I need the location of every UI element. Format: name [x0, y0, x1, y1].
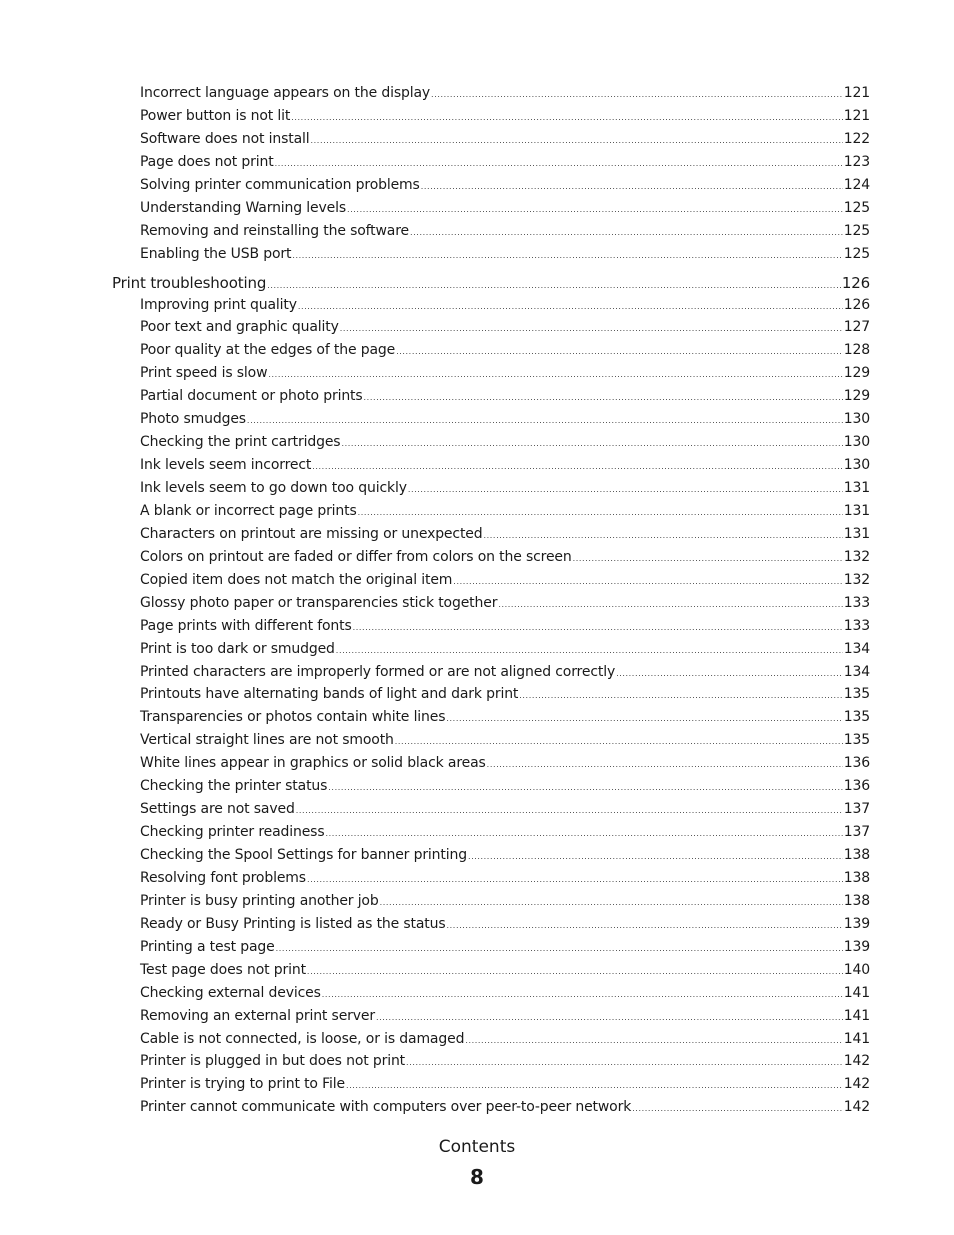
toc-entry[interactable] [140, 108, 870, 131]
toc-entry[interactable] [140, 870, 870, 893]
toc-entry-title: Removing and reinstalling the software [140, 222, 410, 239]
toc-dot-leader [267, 274, 841, 292]
toc-entry[interactable] [140, 411, 870, 434]
toc-dot-leader [487, 755, 843, 771]
toc-entry-page-number: 124 [843, 176, 870, 193]
toc-entry-title: Checking external devices [140, 984, 321, 1001]
toc-entry-page-number: 132 [843, 571, 870, 588]
toc-entry-title: Printer is plugged in but does not print [140, 1053, 406, 1070]
toc-entry[interactable] [140, 755, 870, 778]
toc-entry-page-number: 135 [843, 732, 870, 749]
toc-entry[interactable] [140, 664, 870, 687]
toc-entry-page-number: 142 [843, 1076, 870, 1093]
toc-dot-leader [431, 85, 843, 101]
toc-entry[interactable] [140, 526, 870, 549]
toc-entry-page-number: 142 [843, 1053, 870, 1070]
toc-dot-leader [275, 154, 843, 170]
toc-entry[interactable] [140, 962, 870, 985]
toc-entry-page-number: 133 [843, 594, 870, 611]
toc-entry-title: Checking printer readiness [140, 824, 325, 841]
toc-entry[interactable] [140, 177, 870, 200]
toc-dot-leader [307, 870, 843, 886]
toc-entry-title: Resolving font problems [140, 869, 306, 886]
toc-dot-leader [322, 985, 843, 1001]
toc-entry-title: Incorrect language appears on the display [140, 85, 431, 101]
toc-dot-leader [298, 297, 843, 313]
toc-dot-leader [291, 108, 842, 124]
toc-dot-leader [453, 572, 842, 588]
toc-entry[interactable] [140, 939, 870, 962]
toc-entry-page-number: 130 [843, 434, 870, 451]
toc-dot-leader [336, 641, 843, 657]
toc-dot-leader [406, 1053, 843, 1069]
toc-section-entry[interactable] [112, 269, 870, 297]
toc-dot-leader [632, 1099, 843, 1115]
toc-entry-page-number: 138 [843, 892, 870, 909]
toc-dot-leader [519, 686, 842, 702]
toc-entry-page-number: 141 [843, 1007, 870, 1024]
toc-entry-page-number: 136 [843, 778, 870, 795]
toc-entry-title: Checking the Spool Settings for banner printing [140, 847, 467, 863]
toc-entry[interactable] [140, 549, 870, 572]
toc-entry[interactable] [140, 686, 870, 709]
toc-entry-page-number: 121 [843, 107, 870, 124]
toc-entry[interactable] [140, 1031, 870, 1054]
toc-entry[interactable] [140, 572, 870, 595]
toc-entry-title: Settings are not saved [140, 801, 295, 818]
toc-entry[interactable] [140, 154, 870, 177]
toc-entry-title: Ink levels seem to go down too quickly [140, 480, 407, 496]
toc-dot-leader [312, 457, 842, 473]
toc-dot-leader [410, 223, 843, 239]
toc-entry-page-number: 135 [843, 686, 870, 703]
toc-entry-page-number: 130 [843, 411, 870, 428]
toc-entry[interactable] [140, 709, 870, 732]
toc-entry-page-number: 132 [843, 548, 870, 565]
toc-entry-page-number: 126 [843, 296, 870, 313]
toc-entry-page-number: 138 [843, 847, 870, 863]
toc-dot-leader [465, 1031, 842, 1047]
toc-entry-title: Power button is not lit [140, 107, 291, 124]
toc-entry-page-number: 131 [843, 502, 870, 519]
toc-dot-leader [292, 246, 842, 262]
toc-entry[interactable] [140, 223, 870, 246]
toc-entry[interactable] [140, 388, 870, 411]
toc-entry[interactable] [140, 824, 870, 847]
toc-entry-page-number: 125 [843, 222, 870, 239]
toc-entry-title: Page prints with different fonts [140, 617, 352, 634]
toc-dot-leader [408, 480, 843, 496]
toc-dot-leader [347, 200, 843, 216]
toc-entry-title: Colors on printout are faded or differ from colors on the screen [140, 548, 572, 565]
toc-entry[interactable] [140, 641, 870, 664]
toc-entry[interactable] [140, 801, 870, 824]
toc-entry[interactable] [140, 618, 870, 641]
toc-entry-title: Software does not install [140, 130, 310, 147]
toc-entry[interactable] [140, 732, 870, 755]
toc-entry-page-number: 137 [843, 801, 870, 818]
toc-entry-page-number: 131 [843, 525, 870, 542]
toc-entry[interactable] [140, 365, 870, 388]
toc-entry-title: Cable is not connected, is loose, or is damaged [140, 1030, 465, 1047]
toc-dot-leader [325, 824, 842, 840]
toc-entry-page-number: 121 [843, 85, 870, 101]
toc-entry[interactable] [140, 85, 870, 108]
toc-entry[interactable] [140, 1076, 870, 1099]
toc-entry-title: Characters on printout are missing or unexpected [140, 525, 483, 542]
toc-entry-title: Glossy photo paper or transparencies stick together [140, 594, 498, 611]
toc-entry-page-number: 134 [843, 640, 870, 657]
toc-entry[interactable] [140, 985, 870, 1008]
toc-entry-title: Poor text and graphic quality [140, 319, 339, 336]
toc-dot-leader [498, 595, 842, 611]
toc-entry-page-number: 125 [843, 199, 870, 216]
toc-entry-page-number: 127 [843, 319, 870, 336]
toc-entry-title: Printer cannot communicate with computers over peer-to-peer network [140, 1099, 632, 1116]
toc-entry[interactable] [140, 246, 870, 269]
toc-entry-page-number: 134 [843, 663, 870, 680]
toc-dot-leader [247, 411, 843, 427]
toc-entry-title: Print speed is slow [140, 365, 268, 382]
toc-entry-title: Printer is trying to print to File [140, 1076, 345, 1093]
toc-dot-leader [353, 618, 843, 634]
toc-dot-leader [447, 916, 843, 932]
toc-dot-leader [396, 342, 843, 358]
toc-entry-page-number: 138 [843, 869, 870, 886]
toc-entry-title: A blank or incorrect page prints [140, 502, 357, 519]
toc-entry-title: Transparencies or photos contain white lines [140, 709, 446, 726]
toc-dot-leader [376, 1008, 843, 1024]
toc-entry[interactable] [140, 1099, 870, 1122]
toc-entry[interactable] [140, 319, 870, 342]
toc-entry-page-number: 139 [843, 915, 870, 932]
toc-dot-leader [421, 177, 843, 193]
toc-entry-title: Checking the print cartridges [140, 434, 341, 451]
toc-dot-leader [328, 778, 842, 794]
toc-entry-title: Printed characters are improperly formed or are not aligned correctly [140, 663, 616, 680]
toc-entry-title: Test page does not print [140, 961, 306, 978]
toc-entry-title: White lines appear in graphics or solid black areas [140, 755, 486, 772]
toc-entry[interactable] [140, 434, 870, 457]
toc-entry-page-number: 125 [843, 245, 870, 262]
toc-dot-leader [346, 1076, 843, 1092]
footer-page-number: 8 [470, 1165, 484, 1189]
toc-entry[interactable] [140, 297, 870, 320]
toc-entry-page-number: 135 [843, 709, 870, 726]
toc-dot-leader [484, 526, 843, 542]
toc-dot-leader [268, 365, 842, 381]
toc-entry-page-number: 126 [841, 273, 870, 292]
toc-dot-leader [358, 503, 843, 519]
toc-entry-title: Page does not print [140, 153, 274, 170]
toc-entry-title: Print is too dark or smudged [140, 640, 335, 657]
toc-entry-title: Photo smudges [140, 411, 246, 428]
toc-dot-leader [364, 388, 843, 404]
toc-entry-page-number: 136 [843, 755, 870, 772]
toc-entry-title: Improving print quality [140, 296, 297, 313]
toc-entry-title: Removing an external print server [140, 1007, 375, 1024]
toc-entry-title: Checking the printer status [140, 778, 328, 795]
toc-entry-page-number: 131 [843, 480, 870, 496]
toc-entry-title: Printer is busy printing another job [140, 892, 379, 909]
toc-dot-leader [380, 893, 843, 909]
toc-entry-title: Understanding Warning levels [140, 199, 346, 216]
toc-entry-page-number: 128 [843, 342, 870, 359]
toc-entry-page-number: 141 [843, 1030, 870, 1047]
toc-entry-title: Print troubleshooting [112, 273, 267, 292]
toc-entry-page-number: 140 [843, 961, 870, 978]
toc-dot-leader [311, 131, 843, 147]
toc-entry-title: Printing a test page [140, 938, 275, 955]
toc-entry[interactable] [140, 595, 870, 618]
toc-entry-title: Copied item does not match the original item [140, 571, 453, 588]
toc-entry-title: Enabling the USB port [140, 245, 292, 262]
table-of-contents [0, 85, 954, 1122]
toc-dot-leader [340, 319, 843, 335]
toc-entry-page-number: 130 [843, 457, 870, 474]
toc-entry-page-number: 133 [843, 617, 870, 634]
toc-entry-page-number: 137 [843, 824, 870, 841]
toc-entry-title: Ink levels seem incorrect [140, 457, 312, 474]
toc-entry[interactable] [140, 778, 870, 801]
toc-entry-page-number: 129 [843, 388, 870, 405]
toc-entry[interactable] [140, 916, 870, 939]
toc-dot-leader [341, 434, 842, 450]
toc-entry[interactable] [140, 457, 870, 480]
footer-section-label: Contents [438, 1137, 516, 1157]
toc-entry-title: Poor quality at the edges of the page [140, 342, 396, 359]
toc-dot-leader [296, 801, 843, 817]
toc-entry[interactable] [140, 131, 870, 154]
toc-entry-page-number: 129 [843, 365, 870, 382]
toc-dot-leader [395, 732, 843, 748]
toc-entry-title: Vertical straight lines are not smooth [140, 732, 394, 749]
toc-entry[interactable] [140, 503, 870, 526]
toc-entry-page-number: 123 [843, 153, 870, 170]
toc-entry-page-number: 122 [843, 130, 870, 147]
toc-dot-leader [307, 962, 843, 978]
toc-entry[interactable] [140, 342, 870, 365]
toc-entry[interactable] [140, 1008, 870, 1031]
toc-dot-leader [446, 709, 842, 725]
toc-dot-leader [616, 664, 843, 680]
toc-entry-title: Solving printer communication problems [140, 176, 420, 193]
toc-dot-leader [573, 549, 843, 565]
toc-entry[interactable] [140, 200, 870, 223]
toc-entry[interactable] [140, 893, 870, 916]
toc-entry-page-number: 141 [843, 984, 870, 1001]
toc-entry[interactable] [140, 847, 870, 870]
toc-entry[interactable] [140, 480, 870, 503]
toc-entry-title: Partial document or photo prints [140, 388, 363, 405]
toc-dot-leader [276, 939, 843, 955]
toc-entry-title: Ready or Busy Printing is listed as the status [140, 915, 446, 932]
toc-dot-leader [468, 847, 843, 863]
toc-entry-title: Printouts have alternating bands of light and dark print [140, 686, 519, 703]
toc-entry-page-number: 139 [843, 938, 870, 955]
toc-entry[interactable] [140, 1053, 870, 1076]
toc-entry-page-number: 142 [843, 1099, 870, 1116]
